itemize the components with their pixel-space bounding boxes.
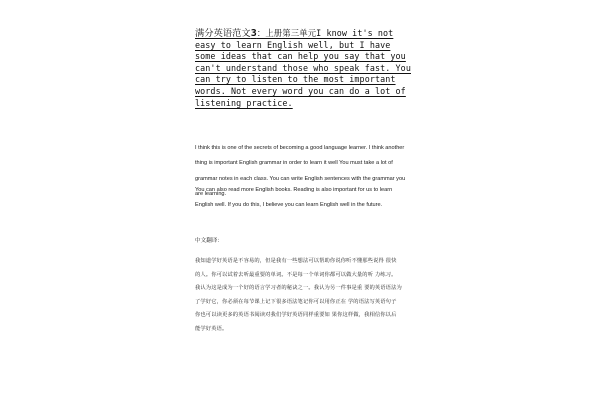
translation-line: 你也可以读更多的英语书阅读对我们学好英语同样重要如 果你这样做，我相信你以后 xyxy=(195,312,397,319)
translation-line: 我认为这是成为一个好的语言学习者的秘诀之一。我认为另一件事是重 要的英语语法为 xyxy=(195,285,402,292)
title-lead: 满分英语范文 xyxy=(195,28,251,39)
translation-line: 我知道学好英语是不容易的，但是我有一些想法可以帮助你说你听不懂那些说得 很快 xyxy=(195,258,397,264)
translation-line: 了学好它，你必须在每节课上记下很多语法笔记你可以用你正在 学的语法写英语句子 xyxy=(195,298,397,305)
translation-line: 的人。你可以试着去听最重要的单词。不是每一个单词你都可以做大量的听 力练习。 xyxy=(195,271,397,278)
document-title xyxy=(195,28,413,109)
translation-line: 能学好英语。 xyxy=(195,325,228,332)
translation-label: 中文翻译： xyxy=(195,238,223,244)
title-rest: ：上册第三单元I know it's not easy to learn English well, but I have some ideas that can help you say that you can't understand those who speak fast. You can try to listen to the most important words. Not every word you can do a lot of listening practice. xyxy=(195,28,411,108)
body-paragraph-1: I think this is one of the secrets of becoming a good language learner. I think another thing is important English grammar in order to learn it well You must take a lot of grammar notes in each class. You can write English sentences with the grammar you are learning. xyxy=(195,145,406,198)
translation-block xyxy=(195,255,410,337)
title-number: 3 xyxy=(250,28,257,39)
body-paragraph-2: You can also read more English books. Reading is also important for us to learn English well. If you do this, I believe you can learn English well in the future. xyxy=(195,187,393,209)
